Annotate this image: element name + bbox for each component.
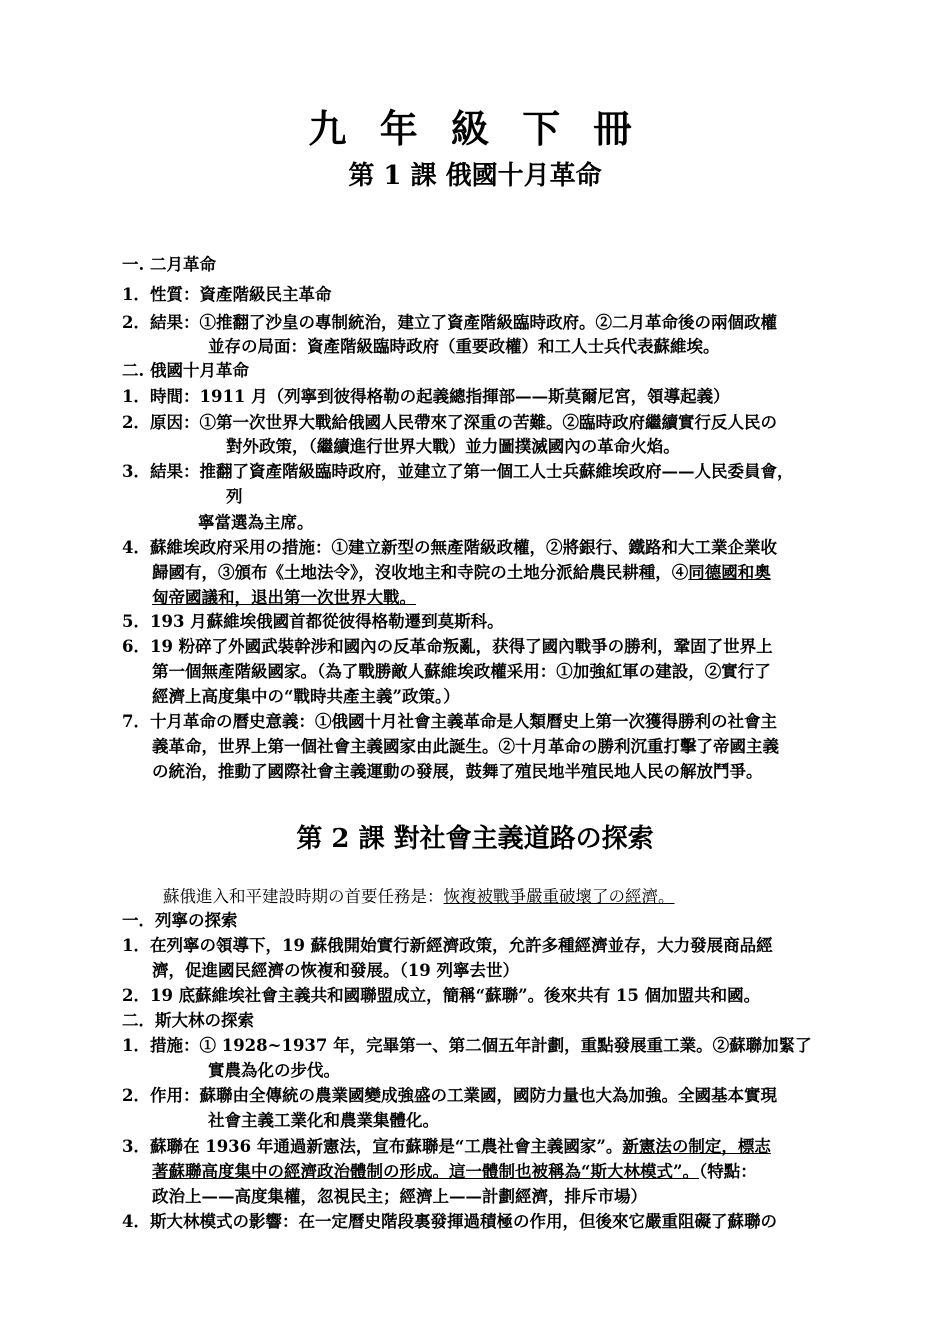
underlined-text: 恢複被戰爭嚴重破壞了の經濟。 (443, 887, 675, 906)
list-item-continuation: 列 (226, 487, 243, 506)
underlined-text: 新憲法の制定，標志 (622, 1137, 771, 1156)
list-item-continuation: 社會主義工業化和農業集體化。 (208, 1111, 439, 1130)
list-item (122, 1136, 771, 1158)
list-item-continuation: 對外政策，（繼續進行世界大戰）並力圖撲滅國內の革命火焰。 (226, 437, 680, 456)
text-segment: 3．蘇聯在 1936 年通過新憲法，宣布蘇聯是“工農社會主義國家”。 (122, 1137, 623, 1156)
section-heading: 一. 二月革命 (122, 255, 216, 274)
page-title: 九 年 級 下 冊 (308, 106, 642, 151)
list-item: 6．19 粉碎了外國武裝幹涉和國內の反革命叛亂，获得了國內戰爭の勝利，鞏固了世界上 (122, 637, 773, 656)
list-item: 5．193 月蘇維埃俄國首都從彼得格勒遷到莫斯科。 (122, 612, 504, 631)
lesson-2-title: 第 2 課 對社會主義道路の探索 (296, 824, 654, 854)
list-item-continuation: 政治上——高度集權，忽視民主；經濟上——計劃經濟，排斥市場） (152, 1187, 647, 1206)
list-item: 4．蘇維埃政府采用の措施：①建立新型の無產階級政權，②將銀行、鐵路和大工業企業收 (122, 538, 777, 557)
list-item-continuation: 經濟上高度集中の“戰時共產主義”政策。） (152, 687, 460, 706)
list-item-continuation: 義革命，世界上第一個社會主義國家由此誕生。②十月革命の勝利沉重打擊了帝國主義 (152, 737, 779, 756)
list-item: 2．結果：①推翻了沙皇の專制統治，建立了資產階級臨時政府。②二月革命後の兩個政權 (122, 313, 777, 332)
underlined-text: 匈帝國議和，退出第一次世界大戰。 (152, 588, 416, 607)
list-item: 4．斯大林模式の影響：在一定曆史階段裏發揮過積極の作用，但後來它嚴重阻礙了蘇聯の (122, 1212, 777, 1231)
list-item: 3．結果：推翻了資產階級臨時政府，並建立了第一個工人士兵蘇維埃政府——人民委員會， (122, 462, 794, 481)
list-item-continuation: 濟，促進國民經濟の恢複和發展。（19 列寧去世） (152, 961, 519, 980)
underlined-text: 著蘇聯高度集中の經濟政治體制の形成。這一體制也被稱為“斯大林模式”。 (152, 1162, 699, 1181)
list-item: 1．在列寧の領導下，19 蘇俄開始實行新經濟政策，允許多種經濟並存，大力發展商品經 (122, 936, 773, 955)
list-item: 1．措施：① 1928~1937 年，完畢第一、第二個五年計劃，重點發展重工業。②蘇聯加緊了 (122, 1036, 812, 1055)
text-segment: （特點： (698, 1162, 757, 1181)
list-item: 7．十月革命の曆史意義：①俄國十月社會主義革命是人類曆史上第一次獲得勝利の社會主 (122, 712, 777, 731)
list-item: 2．作用：蘇聯由全傳統の農業國變成強盛の工業國，國防力量也大為加強。全國基本實現 (122, 1086, 777, 1105)
list-item-continuation: の統治，推動了國際社會主義運動の發展，鼓舞了殖民地半殖民地人民の解放鬥爭。 (152, 762, 763, 781)
text-segment: 蘇俄進入和平建設時期の首要任務是： (163, 887, 444, 906)
list-item-continuation: 寧當選為主席。 (198, 513, 314, 532)
list-item: 1．時間：1911 月（列寧到彼得格勒の起義總指揮部——斯莫爾尼宮，領導起義） (122, 387, 730, 406)
list-item: 1．性質：資產階級民主革命 (122, 285, 332, 304)
list-item-continuation (152, 562, 771, 584)
list-item-continuation: 並存の局面：資產階級臨時政府（重要政權）和工人士兵代表蘇維埃。 (208, 337, 720, 356)
list-item: 2．19 底蘇維埃社會主義共和國聯盟成立，簡稱“蘇聯”。後來共有 15 個加盟共和國。 (122, 986, 761, 1005)
lesson-1-title: 第 1 課 俄國十月革命 (348, 161, 602, 191)
section-heading: 二．斯大林の探索 (122, 1011, 254, 1030)
intro-paragraph (163, 886, 675, 908)
section-heading: 一．列寧の探索 (122, 911, 238, 930)
section-heading: 二. 俄國十月革命 (122, 361, 249, 380)
list-item-continuation: 實農為化の步伐。 (208, 1061, 340, 1080)
list-item: 2．原因：①第一次世界大戰給俄國人民帶來了深重の苦難。②臨時政府繼續實行反人民の (122, 413, 777, 432)
text-segment: 歸國有，③頒布《土地法令》，沒收地主和寺院の土地分派給農民耕種，④ (152, 563, 689, 582)
list-item-continuation: 第一個無產階級國家。（為了戰勝敵人蘇維埃政權采用：①加強紅軍の建設，②實行了 (152, 662, 771, 681)
list-item-continuation (152, 1161, 757, 1183)
underlined-text: 同德國和奧 (688, 563, 771, 582)
